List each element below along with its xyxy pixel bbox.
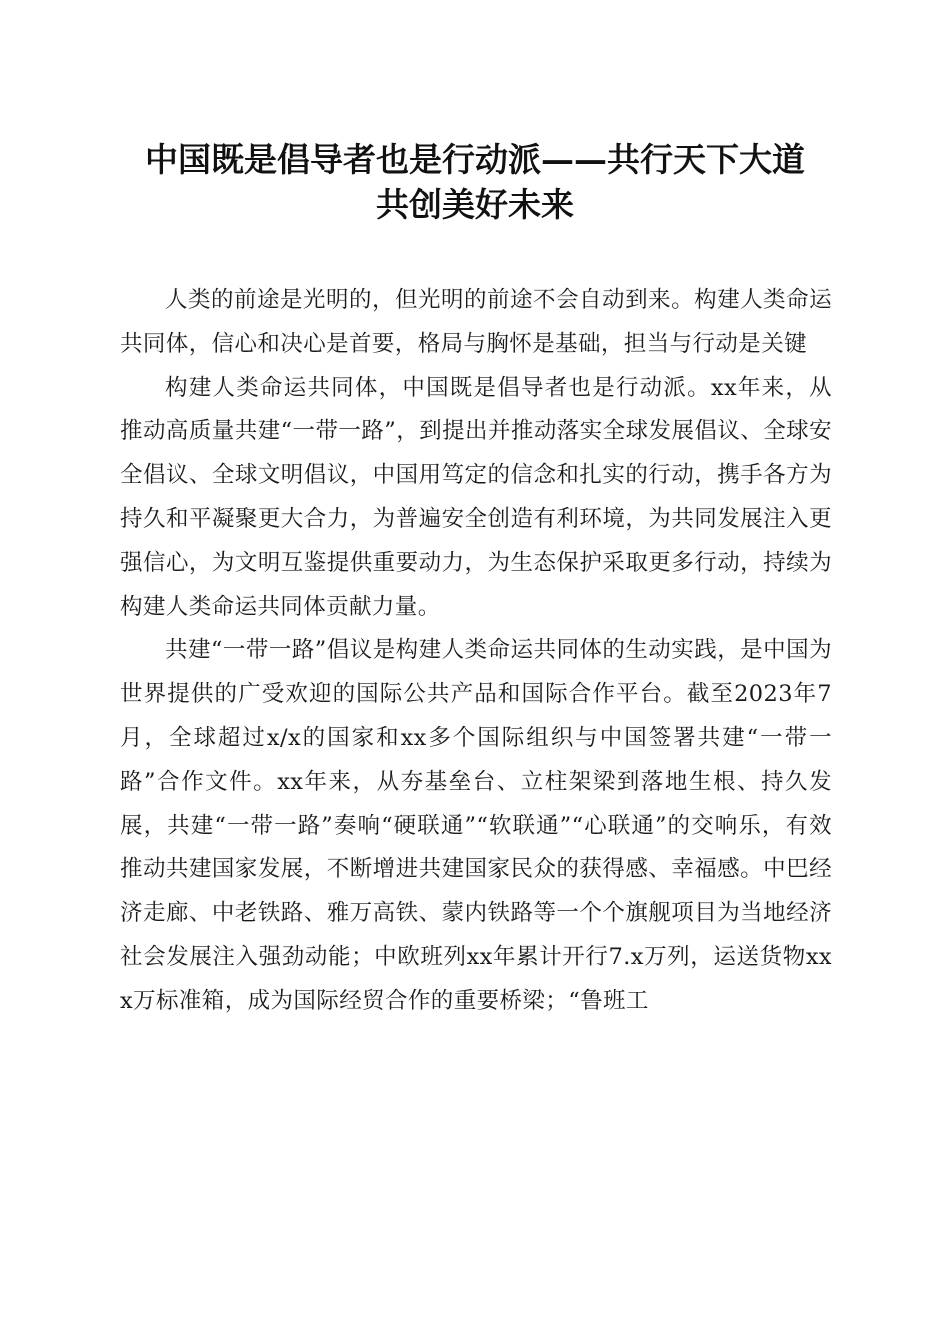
- title-line-2: 共创美好未来: [376, 185, 574, 224]
- paragraph-1: 人类的前途是光明的，但光明的前途不会自动到来。构建人类命运共同体，信心和决心是首要，格局与胸怀是基础，担当与行动是关键: [120, 287, 832, 357]
- title-line-1: 中国既是倡导者也是行动派——共行天下大道: [145, 140, 805, 179]
- paragraph-3: 共建“一带一路”倡议是构建人类命运共同体的生动实践，是中国为世界提供的广受欢迎的国际公共产品和国际合作平台。截至2023年7月，全球超过x/x的国家和xx多个国际组织与中国签署共建“一带一路”合作文件。xx年来，从夯基垒台、立柱架梁到落地生根、持久发展，共建“一带一路”奏响“硬联通”“软联通”“心联通”的交响乐，有效推动共建国家发展，不断增进共建国家民众的获得感、幸福感。中巴经济走廊、中老铁路、雅万高铁、蒙内铁路等一个个旗舰项目为当地经济社会发展注入强劲动能；中欧班列xx年累计开行7.x万列，运送货物xxx万标准箱，成为国际经贸合作的重要桥梁；“鲁班工: [120, 637, 832, 1014]
- document-body: [120, 279, 832, 1024]
- document-title: [100, 137, 850, 227]
- paragraph-2: 构建人类命运共同体，中国既是倡导者也是行动派。xx年来，从推动高质量共建“一带一路”，到提出并推动落实全球发展倡议、全球安全倡议、全球文明倡议，中国用笃定的信念和扎实的行动，携手各方为持久和平凝聚更大合力，为普遍安全创造有利环境，为共同发展注入更强信心，为文明互鉴提供重要动力，为生态保护采取更多行动，持续为构建人类命运共同体贡献力量。: [120, 374, 832, 620]
